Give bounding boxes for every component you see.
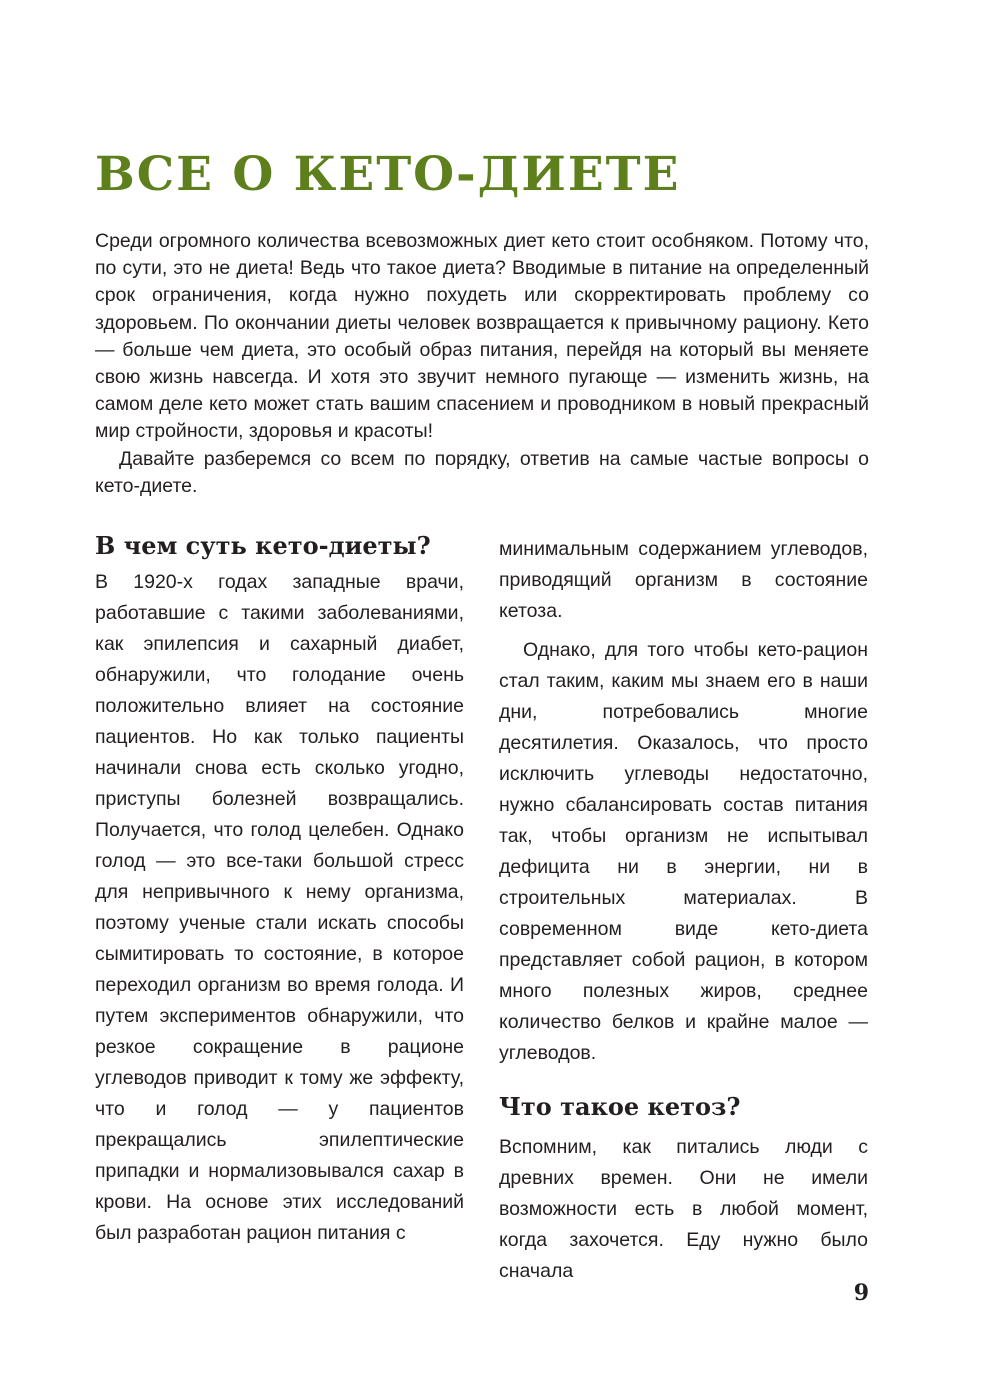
page-number: 9 <box>853 1280 869 1306</box>
body-paragraph: Однако, для того чтобы кето-рацион стал таким, каким мы знаем его в наши дни, потребовались многие десятилетия. Оказалось, что просто исключить углеводы недостаточно, нужно сбалансировать состав питания так, чтобы организм не испытывал дефицита ни в энергии, ни в строительных материалах. В современном виде кето-диета представляет собой рацион, в котором много полезных жиров, среднее количество белков и крайне малое — углеводов. <box>499 639 868 1064</box>
page-title: ВСЕ О КЕТО-ДИЕТЕ <box>95 147 681 202</box>
body-paragraph: В 1920-х годах западные врачи, работавшие с такими заболеваниями, как эпилепсия и сахарный диабет, обнаружили, что голодание очень положительно влияет на состояние пациентов. Но как только пациенты начинали снова есть сколько угодно, приступы болезней возвращались. Получается, что голод целебен. Однако голод — это все-таки большой стресс для непривычного к нему организма, поэтому ученые стали искать способы сымитировать то состояние, в которое переходил организм во время голода. И путем экспериментов обнаружили, что резкое сокращение в рационе углеводов приводит к тому же эффекту, что и голод — у пациентов прекращались эпилептические припадки и нормализовывался сахар в крови. На основе этих исследований был разработан рацион питания с <box>95 571 464 1244</box>
intro-paragraph: Среди огромного количества всевозможных диет кето стоит особняком. Потому что, по сути, это не диета! Ведь что такое диета? Вводимые в питание на определенный срок ограничения, когда нужно похудеть или скорректировать проблему со здоровьем. По окончании диеты человек возвращается к привычному рациону. Кето — больше чем диета, это особый образ питания, перейдя на который вы меняете свою жизнь навсегда. И хотя это звучит немного пугающе — изменить жизнь, на самом деле кето может стать вашим спасением и проводником в новый прекрасный мир стройности, здоровья и красоты! <box>95 230 869 443</box>
body-paragraph-continuation: минимальным содержанием углеводов, приводящий организм в состояние кетоза. <box>499 538 868 622</box>
intro-text <box>95 228 869 500</box>
section-heading: В чем суть кето-диеты? <box>95 531 431 560</box>
right-column <box>499 534 868 1287</box>
section-heading: Что такое кетоз? <box>499 1092 741 1121</box>
left-column <box>95 530 464 1249</box>
body-paragraph: Вспомним, как питались люди с древних времен. Они не имели возможности есть в любой момент, когда захочется. Еду нужно было сначала <box>499 1136 868 1282</box>
intro-paragraph: Давайте разберемся со всем по порядку, ответив на самые частые вопросы о кето-диете. <box>95 447 869 497</box>
